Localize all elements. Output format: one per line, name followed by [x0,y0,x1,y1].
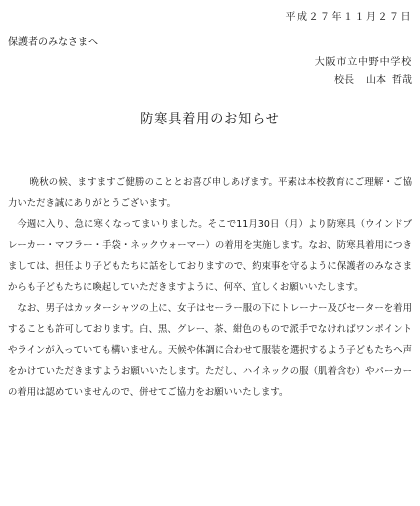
document-body [8,172,412,403]
sender-block [315,54,412,90]
principal-surname: 山本 [366,75,386,86]
principal-title: 校長 [334,75,354,86]
principal-given-name: 哲哉 [392,75,412,86]
recipient-line: 保護者のみなさまへ [8,37,98,48]
body-paragraph-dress-rules: なお、男子はカッターシャツの上に、女子はセーラー服の下にトレーナー及びセーターを着用することも許可しております。白、黒、グレー、茶、紺色のもので派手でなければワンポイントやラインが入っていても構いません。天候や体調に合わせて服装を選択するよう子どもたちへ声をかけていただきますようお願いいたします。ただし、ハイネックの服（肌着含む）やパーカーの着用は認めていませんので、併せてご協力をお願いいたします。 [8,303,412,398]
principal-line [315,72,412,90]
document-title: 防寒具着用のお知らせ [140,112,280,127]
body-paragraph-announcement: 今週に入り、急に寒くなってまいりました。そこで11月30日（月）より防寒具（ウインドブレーカー・マフラー・手袋・ネックウォーマー）の着用を実施します。なお、防寒具着用につきましては、担任より子どもたちに話をしておりますので、約束事を守るように保護者のみなさまからも子どもたちに喚起していただきますように、何卒、宜しくお願いいたします。 [8,219,412,293]
body-paragraph-greeting: 晩秋の候、ますますご健勝のこととお喜び申しあげます。平素は本校教育にご理解・ご協力いただき誠にありがとうございます。 [8,177,412,209]
school-name: 大阪市立中野中学校 [314,57,412,68]
issue-date: 平成２７年１１月２７日 [285,12,412,23]
